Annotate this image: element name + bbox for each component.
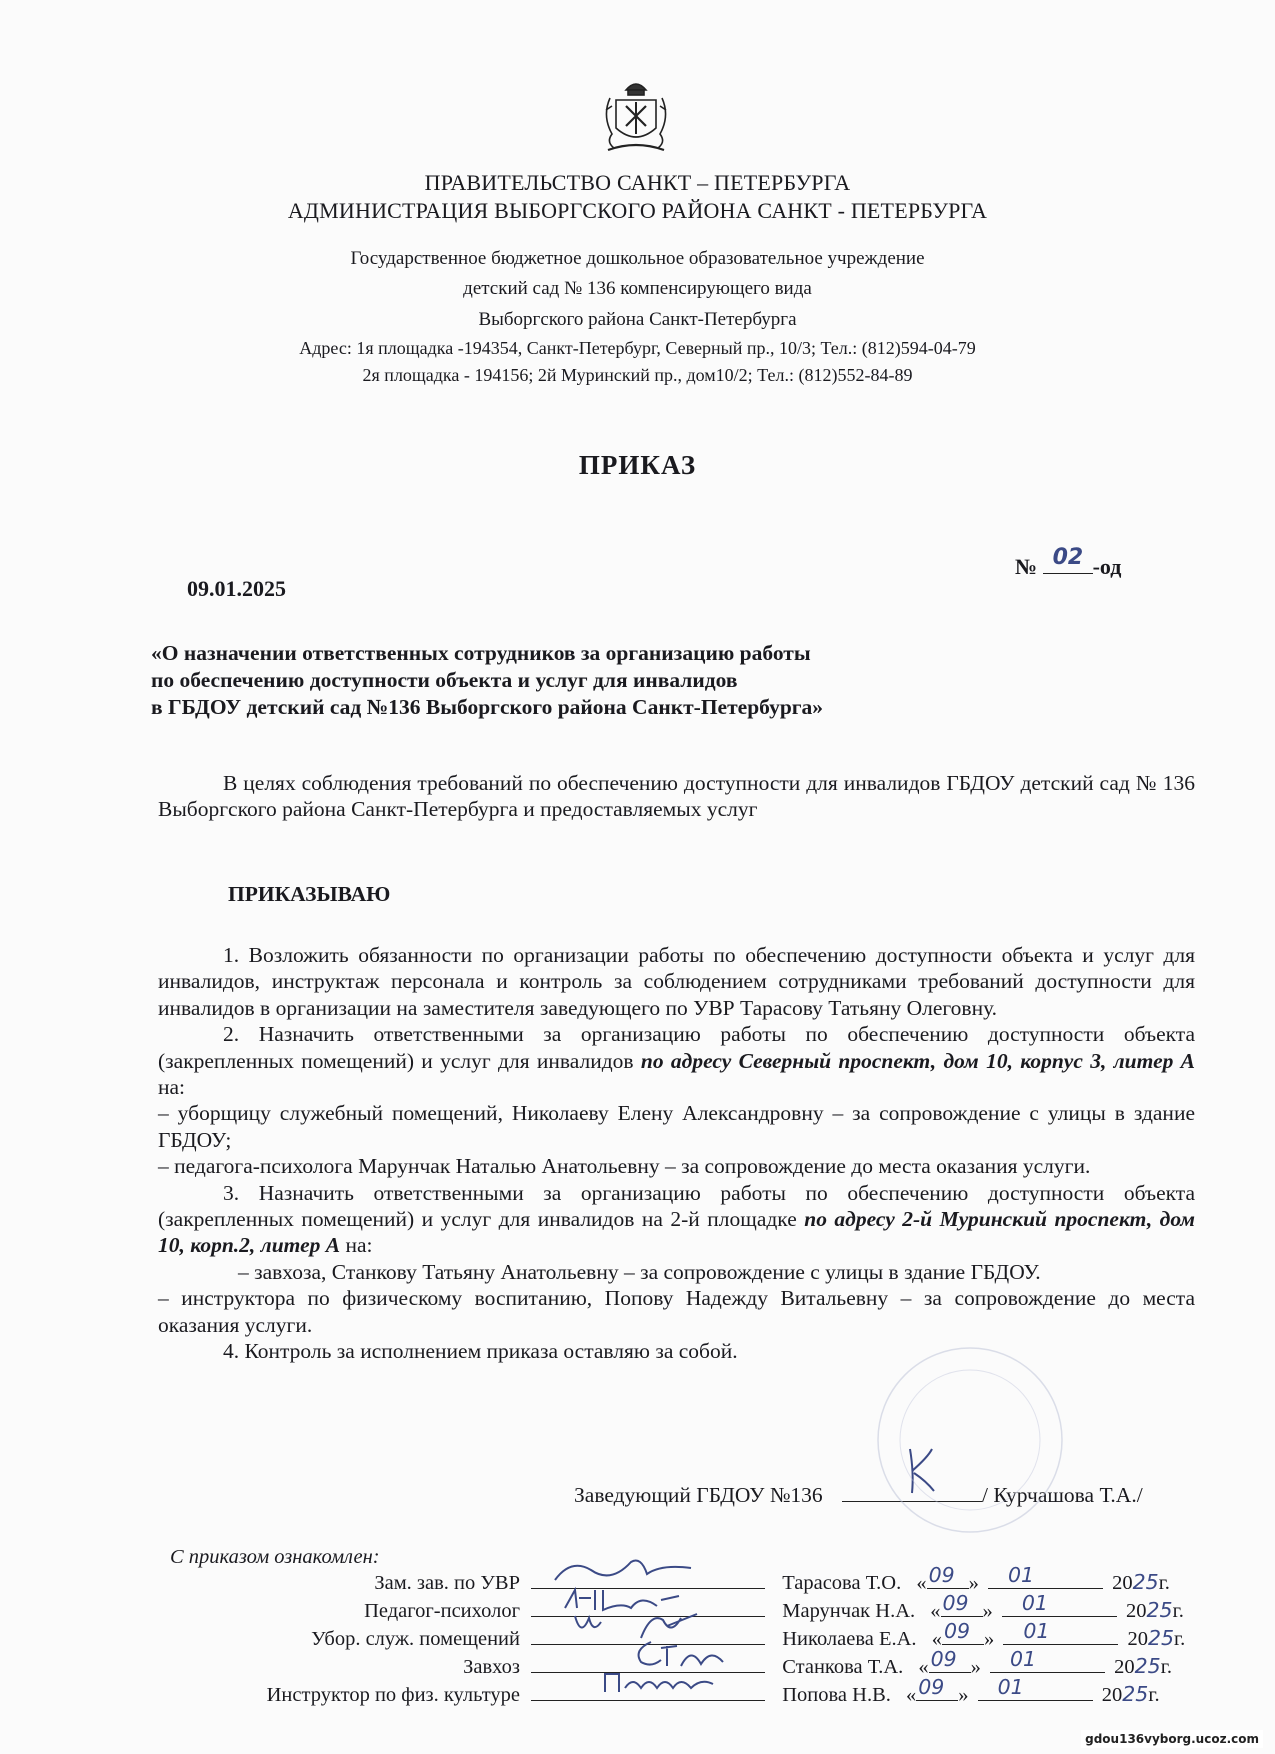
ack-row: Инструктор по физ. культуре Попова Н.В. « 09 » 01 2025г. [170,1680,1210,1708]
ack-year-handwritten: 25 [1147,1626,1175,1650]
ack-day-handwritten: 09 [928,1563,955,1587]
organization-stamp [870,1340,1070,1540]
ack-person-name: Станкова Т.А. [782,1656,904,1678]
ack-day-handwritten: 09 [943,1619,971,1643]
document-number-prefix: № [1015,554,1038,579]
ack-year-prefix: 20 [1112,1572,1133,1594]
order-items [158,942,1195,1365]
org-name-line2: детский сад № 136 компенсирующего вида [463,278,812,299]
ack-handwritten-signature [631,1636,741,1672]
ack-role: Зам. зав. по УВР [374,1572,520,1594]
item-3-tail: на: [340,1233,373,1258]
ack-year-handwritten: 25 [1122,1682,1149,1706]
item-3-address: по адресу 2-й Муринский проспект, дом 10, корп.2, литер А [158,1207,1196,1258]
ack-year-prefix: 20 [1114,1656,1135,1678]
ack-year-prefix: 20 [1127,1628,1148,1650]
ack-day-field [941,1591,983,1617]
document-date: 09.01.2025 [187,576,286,601]
ack-month-handwritten: 01 [1021,1591,1048,1615]
order-word: ПРИКАЗЫВАЮ [228,882,391,906]
ack-role: Завхоз [463,1656,520,1678]
ack-year-handwritten: 25 [1134,1654,1161,1678]
item-3-responsible-2: – инструктора по физическому воспитанию, Попову Надежду Витальевну – за сопровождение до места оказания услуги. [158,1286,1195,1337]
item-2-text: 2. Назначить ответственными за организацию работы по обеспечению доступности объекта (закрепленных помещений) и услуг для инвалидов [158,1022,1195,1073]
ack-person-name: Николаева Е.А. [782,1628,917,1650]
ack-role: Убор. служ. помещений [311,1628,520,1650]
administration-header: АДМИНИСТРАЦИЯ ВЫБОРГСКОГО РАЙОНА САНКТ - ПЕТЕРБУРГА [287,198,988,223]
ack-month-handwritten: 01 [1010,1647,1037,1671]
ack-year-suffix: г. [1148,1684,1160,1706]
ack-month-handwritten: 01 [1023,1619,1050,1643]
ack-day-handwritten: 09 [930,1647,957,1671]
item-2-tail: на: [158,1075,186,1100]
ack-year-suffix: г. [1160,1656,1172,1678]
ack-person-name: Тарасова Т.О. [782,1572,902,1594]
org-name-line3: Выборгского района Санкт-Петербурга [478,309,797,330]
ack-month-field [988,1563,1103,1589]
ack-person-name: Попова Н.В. [782,1684,891,1706]
item-2-address: по адресу Северный проспект, дом 10, корпус 3, литер А [640,1048,1196,1073]
ack-day-handwritten: 09 [918,1675,945,1699]
item-1: 1. Возложить обязанности по организации работы по обеспечению доступности объекта и услуг для инвалидов, инструктаж персонала и контроль за соблюдением сотрудниками требований доступности для инвалидов в организации на заместителя заведующего по УВР Тарасову Татьяну Олеговну. [158,943,1195,1020]
director-name: / Курчашова Т.А./ [981,1483,1143,1507]
document-number-field [1043,545,1093,574]
ack-month-handwritten: 01 [1007,1563,1035,1587]
ack-person-name: Марунчак Н.А. [782,1600,916,1622]
government-header: ПРАВИТЕЛЬСТВО САНКТ – ПЕТЕРБУРГА [424,170,851,195]
ack-year-suffix: г. [1174,1628,1186,1650]
item-2-responsible-1: – уборщицу служебный помещений, Николаеву Елену Александровну – за сопровождение с улицы в здание ГБДОУ; [158,1101,1195,1152]
document-title: ПРИКАЗ [578,450,697,480]
director-position: Заведующий ГБДОУ №136 [574,1483,823,1507]
ack-day-field [929,1647,971,1673]
ack-row: Педагог-психолог Марунчак Н.А. « 09 » 01 2025г. [170,1596,1210,1624]
acknowledgement-table [170,1563,1210,1708]
document-number-handwritten: 02 [1052,545,1084,570]
item-3-responsible-1: – завхоза, Станкову Татьяну Анатольевну – за сопровождение с улицы в здание ГБДОУ. [238,1259,1041,1284]
ack-month-field [1003,1619,1118,1645]
ack-role: Инструктор по физ. культуре [266,1684,520,1706]
document-topic [151,640,823,721]
item-2 [158,1021,1195,1100]
ack-year-suffix: г. [1158,1572,1170,1594]
acknowledgement-heading: С приказом ознакомлен: [170,1546,380,1568]
ack-handwritten-signature [551,1554,701,1588]
item-2-responsible-2: – педагога-психолога Марунчак Наталью Анатольевну – за сопровождение до места оказания услуги. [158,1154,1091,1179]
item-3 [158,1180,1195,1259]
item-3-text: 3. Назначить ответственными за организацию работы по обеспечению доступности объекта (закрепленных помещений) и услуг для инвалидов на 2-й площадке [158,1180,1195,1232]
ack-row: Убор. служ. помещений Николаева Е.А. « 09 » 01 2025г. [170,1624,1210,1652]
ack-year-prefix: 20 [1126,1600,1147,1622]
site-watermark: gdou136vyborg.ucoz.com [1081,1730,1263,1748]
ack-signature-line [531,1680,765,1701]
org-address-1: Адрес: 1я площадка -194354, Санкт-Петербург, Северный пр., 10/3; Тел.: (812)594-04-79 [299,338,976,358]
ack-year-prefix: 20 [1101,1684,1123,1706]
preamble-text: В целях соблюдения требований по обеспечению доступности для инвалидов ГБДОУ детский сад № 136 Выборгского района Санкт-Петербурга и предоставляемых услуг [158,771,1195,822]
topic-line-1: «О назначении ответственных сотрудников за организацию работы [151,641,811,665]
ack-day-field [942,1619,984,1645]
document-number-suffix: -од [1092,554,1122,579]
ack-row: Зам. зав. по УВР Тарасова Т.О. « 09 » 01 2025г. [170,1568,1210,1596]
ack-day-field [927,1563,969,1589]
ack-day-field [916,1675,958,1701]
ack-month-field [1002,1591,1117,1617]
ack-year-handwritten: 25 [1146,1598,1173,1622]
org-address-2: 2я площадка - 194156; 2й Муринский пр., дом10/2; Тел.: (812)552-84-89 [362,365,913,385]
ack-row: Завхоз Станкова Т.А. « 09 » 01 2025г. [170,1652,1210,1680]
topic-line-3: в ГБДОУ детский сад №136 Выборгского района Санкт-Петербурга» [151,695,824,719]
ack-role: Педагог-психолог [364,1600,520,1622]
item-4: 4. Контроль за исполнением приказа оставляю за собой. [223,1339,738,1364]
org-name-line1: Государственное бюджетное дошкольное образовательное учреждение [350,248,925,269]
ack-year-handwritten: 25 [1132,1570,1159,1594]
ack-year-suffix: г. [1172,1600,1184,1622]
ack-handwritten-signature [601,1668,721,1698]
preamble [158,770,1195,823]
ack-month-handwritten: 01 [997,1675,1024,1699]
topic-line-2: по обеспечению доступности объекта и услуг для инвалидов [151,668,738,692]
ack-month-field [990,1647,1105,1673]
ack-month-field [978,1675,1093,1701]
ack-day-handwritten: 09 [942,1591,969,1615]
document-number [1015,545,1122,580]
coat-of-arms-emblem [598,76,674,158]
